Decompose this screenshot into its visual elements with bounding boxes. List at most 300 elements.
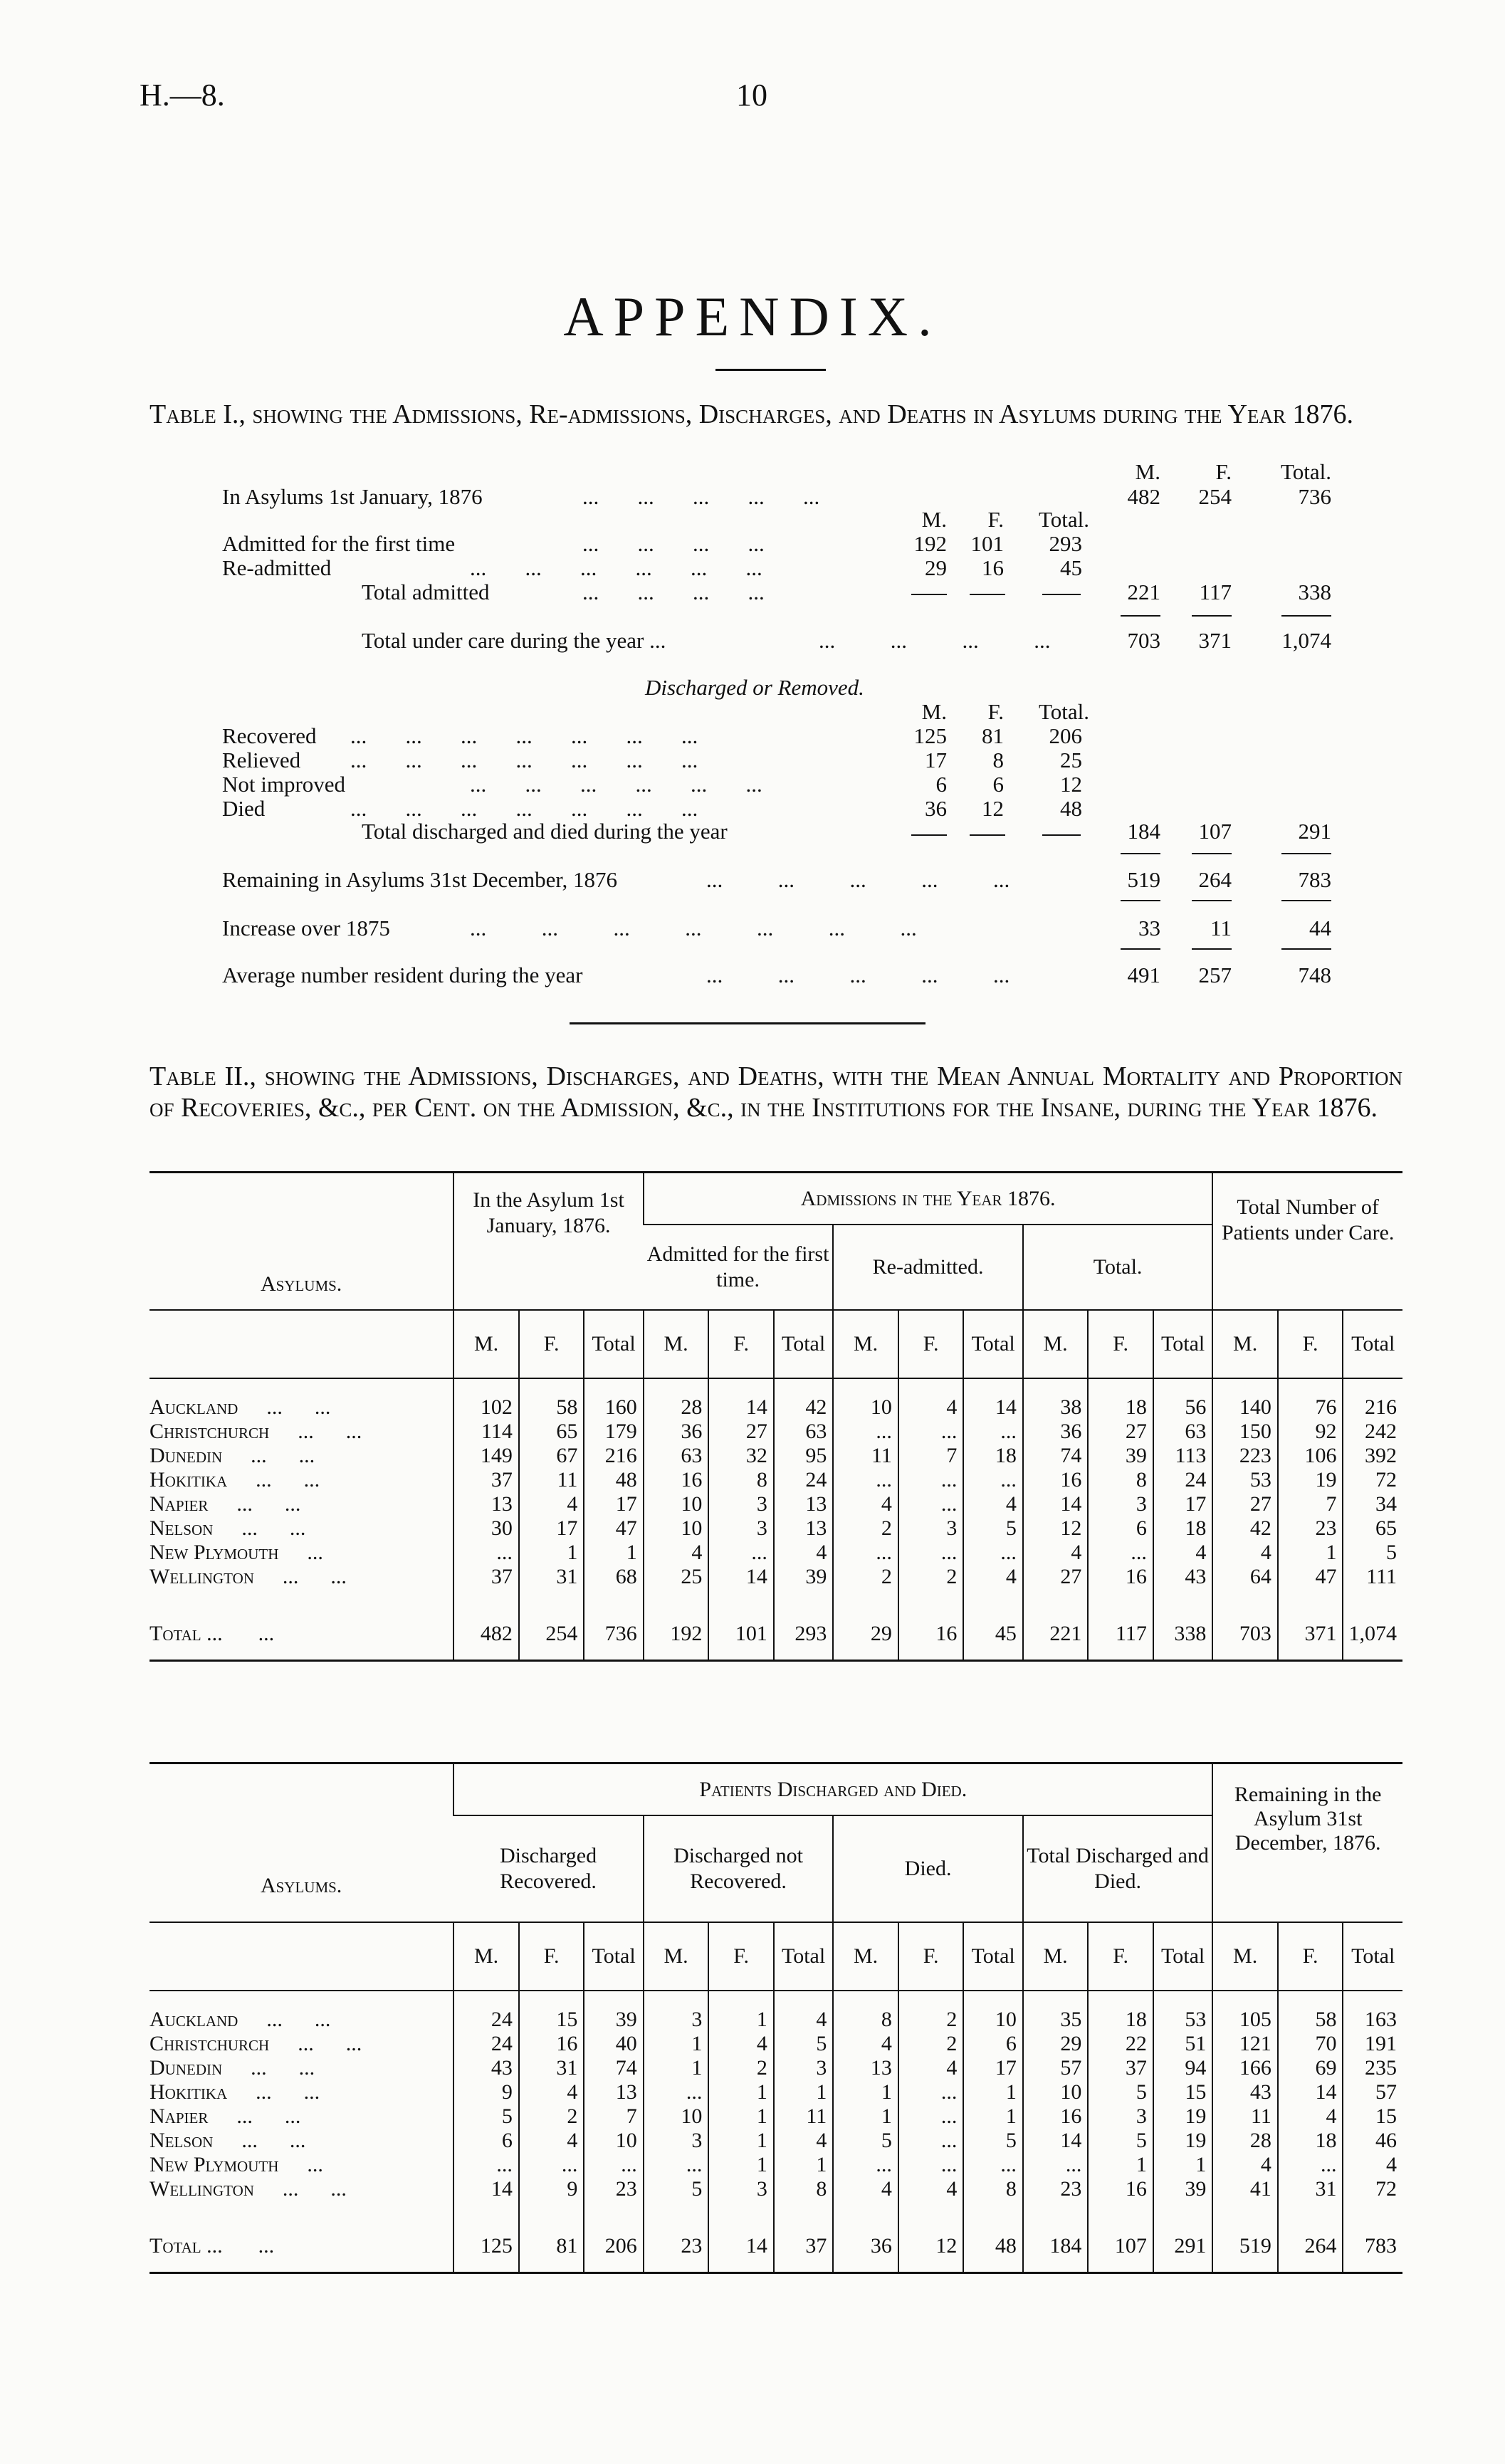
t1-total-discharged-label: Total discharged and died during the year bbox=[362, 819, 728, 844]
subheader-f: F. bbox=[898, 1922, 964, 1991]
table-cell: 10 bbox=[963, 2008, 1022, 2032]
row-spacer bbox=[1153, 1991, 1212, 2008]
table-cell: 53 bbox=[1153, 2008, 1212, 2032]
table-cell: 30 bbox=[453, 1516, 519, 1541]
table-cell: 47 bbox=[584, 1516, 643, 1541]
t1-not-improved-label: Not improved bbox=[222, 772, 346, 797]
row-spacer bbox=[1343, 2201, 1402, 2221]
row-spacer bbox=[833, 2201, 898, 2221]
t1-relieved-label: Relieved bbox=[222, 748, 301, 772]
leader-dots: ... ... bbox=[298, 2032, 362, 2055]
table-cell: 15 bbox=[1343, 2104, 1402, 2129]
table-cell: 15 bbox=[519, 2008, 584, 2032]
table-cell: 19 bbox=[1153, 2104, 1212, 2129]
row-spacer bbox=[898, 1991, 964, 2008]
table-cell: 17 bbox=[963, 2056, 1022, 2080]
table-cell: 65 bbox=[519, 1420, 584, 1444]
table-cell: ... bbox=[833, 1468, 898, 1492]
row-spacer bbox=[150, 1589, 453, 1609]
table-cell: 4 bbox=[833, 2032, 898, 2056]
t1-total-admitted-label: Total admitted bbox=[362, 580, 490, 604]
t1-dots: ... ... ... ... bbox=[819, 628, 1051, 653]
table-cell: 18 bbox=[1088, 1395, 1153, 1420]
total-cell: 221 bbox=[1023, 1609, 1089, 1660]
asylum-name: Christchurch bbox=[150, 1420, 270, 1443]
row-spacer bbox=[644, 1378, 709, 1395]
table-cell: 43 bbox=[1212, 2080, 1278, 2104]
subheader-t: Total bbox=[584, 1922, 643, 1991]
table-cell: ... bbox=[1278, 2153, 1343, 2177]
table-cell: 1 bbox=[644, 2032, 709, 2056]
table-cell: 4 bbox=[519, 2080, 584, 2104]
t1-dash bbox=[1192, 900, 1232, 901]
table-cell: 392 bbox=[1343, 1444, 1402, 1468]
leader-dots: ... bbox=[307, 2153, 323, 2176]
table-cell: ... bbox=[708, 1541, 774, 1565]
table-cell: 27 bbox=[1023, 1565, 1089, 1589]
table-row bbox=[150, 2104, 1402, 2129]
table-cell: 8 bbox=[708, 1468, 774, 1492]
row-spacer bbox=[1088, 1589, 1153, 1609]
table-cell: 34 bbox=[1343, 1492, 1402, 1516]
table-cell: 31 bbox=[519, 1565, 584, 1589]
row-spacer bbox=[833, 1378, 898, 1395]
total-cell: 482 bbox=[453, 1609, 519, 1660]
subheader-t: Total bbox=[774, 1922, 833, 1991]
row-spacer bbox=[708, 1589, 774, 1609]
t1-inner-head-total: Total. bbox=[1038, 507, 1089, 532]
table-cell: ... bbox=[898, 1492, 964, 1516]
t2-readmitted-header: Re-admitted. bbox=[833, 1225, 1023, 1310]
leader-dots: ... ... bbox=[266, 2008, 331, 2031]
total-label: Total ... bbox=[150, 2234, 223, 2258]
table-cell: ... bbox=[963, 1468, 1022, 1492]
asylum-name-cell bbox=[150, 1420, 453, 1444]
table-cell: 223 bbox=[1212, 1444, 1278, 1468]
table-cell: 9 bbox=[519, 2177, 584, 2201]
subheader-m: M. bbox=[644, 1310, 709, 1378]
t1-remaining-label: Remaining in Asylums 31st December, 1876 bbox=[222, 867, 617, 892]
subheader-m: M. bbox=[453, 1310, 519, 1378]
table-cell: 18 bbox=[1278, 2129, 1343, 2153]
t1-increase-m: 33 bbox=[1138, 916, 1160, 940]
table-cell: 43 bbox=[453, 2056, 519, 2080]
asylum-name-cell bbox=[150, 2104, 453, 2129]
row-spacer bbox=[1212, 2201, 1278, 2221]
table-cell: 23 bbox=[584, 2177, 643, 2201]
table-cell: 8 bbox=[963, 2177, 1022, 2201]
table-cell: 1 bbox=[833, 2080, 898, 2104]
total-cell: 291 bbox=[1153, 2221, 1212, 2272]
table-cell: 1 bbox=[833, 2104, 898, 2129]
table-cell: 46 bbox=[1343, 2129, 1402, 2153]
asylum-name: Dunedin bbox=[150, 2056, 223, 2080]
table-cell: 1 bbox=[708, 2129, 774, 2153]
row-spacer bbox=[1212, 1589, 1278, 1609]
table-cell: 4 bbox=[833, 1492, 898, 1516]
table-cell: 163 bbox=[1343, 2008, 1402, 2032]
table-cell: 13 bbox=[833, 2056, 898, 2080]
table-cell: 242 bbox=[1343, 1420, 1402, 1444]
section-rule bbox=[570, 1022, 925, 1024]
row-spacer bbox=[1343, 1991, 1402, 2008]
table-cell: 94 bbox=[1153, 2056, 1212, 2080]
row-spacer bbox=[963, 1589, 1022, 1609]
asylum-name: Christchurch bbox=[150, 2032, 270, 2055]
t1-relieved-f: 8 bbox=[992, 748, 1004, 772]
row-spacer bbox=[708, 2201, 774, 2221]
t1-dots: ... ... ... ... ... ... ... bbox=[470, 916, 917, 940]
total-cell: 206 bbox=[584, 2221, 643, 2272]
row-spacer bbox=[1023, 1991, 1089, 2008]
total-cell: 12 bbox=[898, 2221, 964, 2272]
t1-not-improved-t: 12 bbox=[1060, 772, 1082, 797]
table2-caption-text: , showing the Admissions, Discharges, and Deaths, with the Mean Annual Mortality and Proportion of Recoveries, &c., per Cent. on the Admission, &c., in the Institutions for the Insane, during the Year 1876. bbox=[150, 1061, 1403, 1123]
t1-total-admitted-m: 221 bbox=[1127, 580, 1160, 604]
table-cell: 48 bbox=[584, 1468, 643, 1492]
asylum-name: Auckland bbox=[150, 1395, 238, 1419]
t1-under-care-label: Total under care during the year ... bbox=[362, 628, 666, 653]
table-cell: 65 bbox=[1343, 1516, 1402, 1541]
table-cell: 5 bbox=[1088, 2129, 1153, 2153]
table-cell: 38 bbox=[1023, 1395, 1089, 1420]
table-cell: 1 bbox=[584, 1541, 643, 1565]
t1-dash bbox=[1121, 948, 1160, 950]
row-spacer bbox=[584, 2201, 643, 2221]
t1-inner-head-m: M. bbox=[921, 699, 947, 724]
t1-in-asylums-f: 254 bbox=[1198, 484, 1232, 509]
table-cell: ... bbox=[898, 2080, 964, 2104]
table-cell: ... bbox=[833, 2153, 898, 2177]
table-cell: 27 bbox=[708, 1420, 774, 1444]
asylum-name-cell bbox=[150, 1516, 453, 1541]
table-row bbox=[150, 2177, 1402, 2201]
table-cell: 23 bbox=[1023, 2177, 1089, 2201]
asylum-name: Wellington bbox=[150, 1565, 254, 1588]
table-cell: 14 bbox=[1023, 1492, 1089, 1516]
table-cell: 14 bbox=[1023, 2129, 1089, 2153]
subheader-f: F. bbox=[708, 1310, 774, 1378]
t2-asylums-header: Asylums. bbox=[150, 1173, 453, 1310]
table-cell: 6 bbox=[453, 2129, 519, 2153]
table-cell: ... bbox=[898, 1468, 964, 1492]
table-cell: 10 bbox=[1023, 2080, 1089, 2104]
subheader-f: F. bbox=[519, 1310, 584, 1378]
row-spacer bbox=[708, 1378, 774, 1395]
table-cell: 56 bbox=[1153, 1395, 1212, 1420]
table-cell: 19 bbox=[1153, 2129, 1212, 2153]
table-cell: 4 bbox=[963, 1565, 1022, 1589]
t3-total-dd-header: Total Discharged and Died. bbox=[1023, 1815, 1213, 1922]
row-spacer bbox=[898, 1378, 964, 1395]
table-cell: 57 bbox=[1343, 2080, 1402, 2104]
table-cell: 19 bbox=[1278, 1468, 1343, 1492]
row-spacer bbox=[1023, 2201, 1089, 2221]
leader-dots: ... bbox=[258, 2234, 275, 2258]
table-cell: 14 bbox=[708, 1565, 774, 1589]
table-row bbox=[150, 1468, 1402, 1492]
table-cell: 17 bbox=[584, 1492, 643, 1516]
asylum-name-cell bbox=[150, 2129, 453, 2153]
t1-admitted-first-m: 192 bbox=[913, 531, 947, 556]
t1-dash bbox=[1281, 900, 1331, 901]
table-cell: 18 bbox=[1088, 2008, 1153, 2032]
row-spacer bbox=[1343, 1378, 1402, 1395]
t1-dash bbox=[1121, 900, 1160, 901]
total-label-cell bbox=[150, 2221, 453, 2272]
table-cell: 67 bbox=[519, 1444, 584, 1468]
t3-asylums-header: Asylums. bbox=[150, 1764, 453, 1922]
row-spacer bbox=[519, 1589, 584, 1609]
total-cell: 184 bbox=[1023, 2221, 1089, 2272]
table-cell: 1 bbox=[644, 2056, 709, 2080]
t1-inner-head-f: F. bbox=[987, 699, 1004, 724]
asylum-name-cell bbox=[150, 2080, 453, 2104]
subheader-m: M. bbox=[833, 1310, 898, 1378]
subheader-t: Total bbox=[1343, 1310, 1402, 1378]
total-label-cell bbox=[150, 1609, 453, 1660]
table-row bbox=[150, 1444, 1402, 1468]
t2-total-header: Total. bbox=[1023, 1225, 1213, 1310]
table-cell: 1 bbox=[1153, 2153, 1212, 2177]
table-cell: 5 bbox=[644, 2177, 709, 2201]
table-cell: 4 bbox=[774, 2008, 833, 2032]
table-cell: 4 bbox=[644, 1541, 709, 1565]
table-cell: 5 bbox=[1343, 1541, 1402, 1565]
total-cell: 293 bbox=[774, 1609, 833, 1660]
t1-readmitted-m: 29 bbox=[925, 555, 947, 580]
leader-dots: ... ... bbox=[236, 2104, 301, 2128]
table-cell: 23 bbox=[1278, 1516, 1343, 1541]
table-cell: 58 bbox=[519, 1395, 584, 1420]
table1-caption bbox=[150, 399, 1402, 430]
leader-dots: ... bbox=[258, 1622, 275, 1646]
table-row bbox=[150, 1420, 1402, 1444]
t3-remaining-header: Remaining in the Asylum 31st December, 1876. bbox=[1212, 1764, 1402, 1922]
t1-in-asylums-label: In Asylums 1st January, 1876 bbox=[222, 484, 483, 509]
table-cell: 68 bbox=[584, 1565, 643, 1589]
table-cell: 5 bbox=[453, 2104, 519, 2129]
table-cell: 11 bbox=[774, 2104, 833, 2129]
appendix-title: APPENDIX. bbox=[563, 285, 942, 347]
asylum-name: Wellington bbox=[150, 2177, 254, 2201]
leader-dots: ... ... bbox=[266, 1395, 331, 1419]
table-cell: 10 bbox=[584, 2129, 643, 2153]
t1-dash bbox=[1281, 853, 1331, 854]
asylum-name: Nelson bbox=[150, 2129, 214, 2152]
table-cell: 4 bbox=[963, 1492, 1022, 1516]
row-spacer bbox=[1278, 1991, 1343, 2008]
table-cell: 9 bbox=[453, 2080, 519, 2104]
t1-total-discharged-f: 107 bbox=[1198, 819, 1232, 844]
table-cell: 4 bbox=[1343, 2153, 1402, 2177]
subheader-m: M. bbox=[833, 1922, 898, 1991]
leader-dots: ... ... bbox=[251, 2056, 315, 2080]
table-cell: 17 bbox=[519, 1516, 584, 1541]
row-spacer bbox=[774, 1991, 833, 2008]
subheader-m: M. bbox=[1212, 1922, 1278, 1991]
t1-readmitted-t: 45 bbox=[1060, 555, 1082, 580]
table-cell: 1 bbox=[963, 2104, 1022, 2129]
table-cell: 3 bbox=[708, 1516, 774, 1541]
table-cell: 42 bbox=[1212, 1516, 1278, 1541]
table-cell: 27 bbox=[1212, 1492, 1278, 1516]
table-cell: 16 bbox=[644, 1468, 709, 1492]
table-cell: 5 bbox=[774, 2032, 833, 2056]
total-cell: 107 bbox=[1088, 2221, 1153, 2272]
table-cell: ... bbox=[898, 1541, 964, 1565]
row-spacer bbox=[1023, 1589, 1089, 1609]
t1-average-m: 491 bbox=[1127, 963, 1160, 987]
table-cell: 1 bbox=[519, 1541, 584, 1565]
table-cell: ... bbox=[898, 2153, 964, 2177]
total-cell: 16 bbox=[898, 1609, 964, 1660]
subheader-t: Total bbox=[963, 1922, 1022, 1991]
table-cell: 74 bbox=[584, 2056, 643, 2080]
table-cell: 14 bbox=[708, 1395, 774, 1420]
table-cell: ... bbox=[963, 1420, 1022, 1444]
subheader-t: Total bbox=[1343, 1922, 1402, 1991]
table-cell: 1 bbox=[774, 2153, 833, 2177]
table-cell: 4 bbox=[708, 2032, 774, 2056]
table-cell: 111 bbox=[1343, 1565, 1402, 1589]
table-cell: 92 bbox=[1278, 1420, 1343, 1444]
t1-dash bbox=[970, 594, 1005, 595]
table-cell: 3 bbox=[774, 2056, 833, 2080]
table-cell: 11 bbox=[519, 1468, 584, 1492]
row-spacer bbox=[453, 1378, 519, 1395]
subheader-f: F. bbox=[519, 1922, 584, 1991]
row-spacer bbox=[1088, 1991, 1153, 2008]
row-spacer bbox=[898, 1589, 964, 1609]
total-cell: 37 bbox=[774, 2221, 833, 2272]
table-cell: 216 bbox=[584, 1444, 643, 1468]
t1-head-total: Total. bbox=[1280, 459, 1331, 484]
subheader-t: Total bbox=[1153, 1310, 1212, 1378]
table-cell: 4 bbox=[1153, 1541, 1212, 1565]
table-cell: 31 bbox=[519, 2056, 584, 2080]
table-cell: 4 bbox=[898, 2177, 964, 2201]
t1-recovered-m: 125 bbox=[913, 723, 947, 748]
asylum-name-cell bbox=[150, 1541, 453, 1565]
leader-dots: ... ... bbox=[236, 1492, 301, 1516]
table-cell: 36 bbox=[644, 1420, 709, 1444]
subheader-f: F. bbox=[898, 1310, 964, 1378]
row-spacer bbox=[150, 2201, 453, 2221]
table-cell: 41 bbox=[1212, 2177, 1278, 2201]
t1-increase-f: 11 bbox=[1210, 916, 1232, 940]
table-cell: 28 bbox=[644, 1395, 709, 1420]
row-spacer bbox=[1343, 1589, 1402, 1609]
table-cell: 13 bbox=[774, 1516, 833, 1541]
asylum-name-cell bbox=[150, 1395, 453, 1420]
table-cell: 1 bbox=[708, 2080, 774, 2104]
t1-dash bbox=[911, 834, 947, 836]
table-row bbox=[150, 1516, 1402, 1541]
table-cell: ... bbox=[963, 2153, 1022, 2177]
table-cell: 2 bbox=[898, 2032, 964, 2056]
table-cell: 16 bbox=[1023, 2104, 1089, 2129]
table-cell: 4 bbox=[898, 2056, 964, 2080]
t1-dots: ... ... ... ... ... ... bbox=[470, 555, 762, 580]
table-cell: 51 bbox=[1153, 2032, 1212, 2056]
leader-dots: ... ... bbox=[282, 2177, 347, 2201]
row-spacer bbox=[519, 1991, 584, 2008]
table-cell: 2 bbox=[833, 1565, 898, 1589]
row-spacer bbox=[150, 1991, 453, 2008]
total-cell: 101 bbox=[708, 1609, 774, 1660]
row-spacer bbox=[963, 2201, 1022, 2221]
t1-died-f: 12 bbox=[982, 796, 1004, 821]
table-cell: 5 bbox=[1088, 2080, 1153, 2104]
row-spacer bbox=[774, 1378, 833, 1395]
asylum-name-cell bbox=[150, 2032, 453, 2056]
total-cell: 264 bbox=[1278, 2221, 1343, 2272]
total-row bbox=[150, 2221, 1402, 2272]
t1-admitted-first-t: 293 bbox=[1049, 531, 1082, 556]
t1-died-label: Died bbox=[222, 796, 266, 821]
t2-under-care-header: Total Number of Patients under Care. bbox=[1212, 1173, 1402, 1310]
t1-died-m: 36 bbox=[925, 796, 947, 821]
leader-dots: ... ... bbox=[241, 1516, 306, 1540]
row-spacer bbox=[519, 2201, 584, 2221]
t1-average-label: Average number resident during the year bbox=[222, 963, 583, 987]
table-cell: 25 bbox=[644, 1565, 709, 1589]
t3-recovered-header: Discharged Recovered. bbox=[453, 1815, 644, 1922]
leader-dots: ... ... bbox=[256, 1468, 320, 1491]
table-cell: ... bbox=[1023, 2153, 1089, 2177]
total-cell: 45 bbox=[963, 1609, 1022, 1660]
t3-not-recovered-header: Discharged not Recovered. bbox=[644, 1815, 834, 1922]
table-cell: 10 bbox=[644, 1492, 709, 1516]
table-cell: ... bbox=[453, 2153, 519, 2177]
table-cell: 6 bbox=[963, 2032, 1022, 2056]
row-spacer bbox=[1023, 1378, 1089, 1395]
total-cell: 125 bbox=[453, 2221, 519, 2272]
table-cell: 149 bbox=[453, 1444, 519, 1468]
t1-total-admitted-t: 338 bbox=[1298, 580, 1331, 604]
table-cell: 4 bbox=[1212, 2153, 1278, 2177]
subheader-t: Total bbox=[774, 1310, 833, 1378]
table-cell: 7 bbox=[898, 1444, 964, 1468]
t1-admitted-first-f: 101 bbox=[970, 531, 1004, 556]
asylum-name-cell bbox=[150, 1565, 453, 1589]
table-cell: 7 bbox=[584, 2104, 643, 2129]
row-spacer bbox=[453, 2201, 519, 2221]
t1-total-discharged-t: 291 bbox=[1298, 819, 1331, 844]
table-cell: 63 bbox=[774, 1420, 833, 1444]
t1-dash bbox=[1042, 834, 1081, 836]
table-cell: 7 bbox=[1278, 1492, 1343, 1516]
row-spacer bbox=[963, 1378, 1022, 1395]
table-cell: 1 bbox=[708, 2104, 774, 2129]
asylum-name: Hokitika bbox=[150, 1468, 228, 1491]
row-spacer bbox=[453, 1589, 519, 1609]
table2 bbox=[150, 1173, 1402, 1662]
table-row bbox=[150, 2080, 1402, 2104]
t3-subheader-row bbox=[150, 1922, 1402, 1991]
subheader-f: F. bbox=[708, 1922, 774, 1991]
table-cell: 43 bbox=[1153, 1565, 1212, 1589]
table-cell: 58 bbox=[1278, 2008, 1343, 2032]
table-cell: 11 bbox=[833, 1444, 898, 1468]
table-cell: 37 bbox=[453, 1468, 519, 1492]
total-cell: 783 bbox=[1343, 2221, 1402, 2272]
asylum-name: Napier bbox=[150, 1492, 209, 1516]
table-cell: 16 bbox=[1088, 1565, 1153, 1589]
table-cell: 13 bbox=[453, 1492, 519, 1516]
asylum-name: Dunedin bbox=[150, 1444, 223, 1467]
